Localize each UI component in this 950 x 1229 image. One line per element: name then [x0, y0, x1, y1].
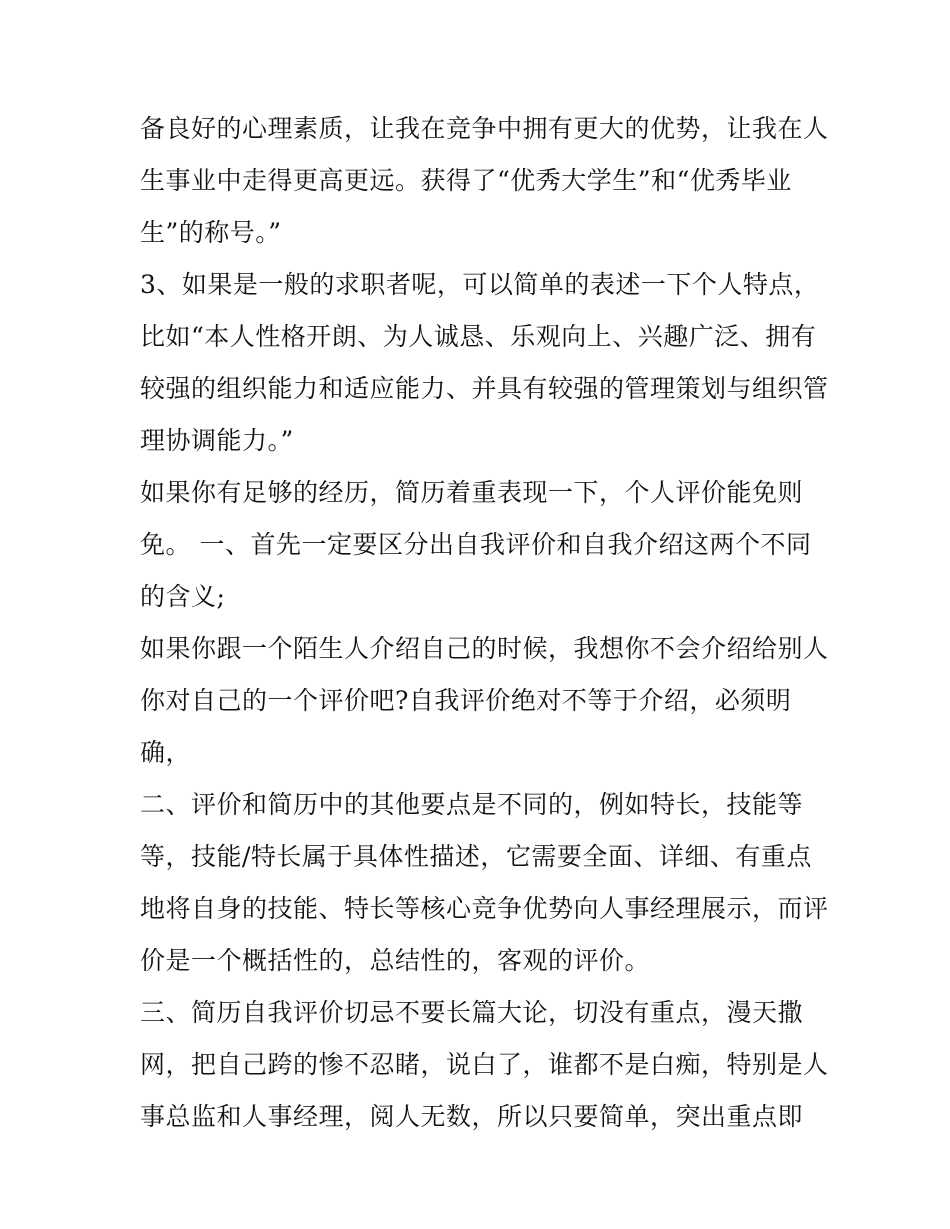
text-line: 的含义;	[140, 582, 226, 611]
text-line: 网，把自己跨的惨不忍睹，说白了，谁都不是白痴，特别是人	[140, 1050, 829, 1079]
text-line: 事总监和人事经理，阅人无数，所以只要简单，突出重点即	[140, 1102, 804, 1131]
text-line: 生事业中走得更高更远。获得了“优秀大学生”和“优秀毕业	[140, 166, 792, 195]
text-line: 确，	[140, 738, 192, 767]
text-line: 3、如果是一般的求职者呢，可以简单的表述一下个人特点，	[140, 270, 820, 299]
text-line: 免。 一、首先一定要区分出自我评价和自我介绍这两个不同	[140, 530, 812, 559]
text-line: 你对自己的一个评价吧?自我评价绝对不等于介绍，必须明	[140, 686, 792, 715]
text-line: 备良好的心理素质，让我在竞争中拥有更大的优势，让我在人	[140, 114, 829, 143]
text-line: 价是一个概括性的，总结性的，客观的评价。	[140, 946, 651, 975]
text-line: 生”的称号。”	[140, 218, 282, 247]
document-body	[140, 103, 840, 1143]
text-line: 二、评价和简历中的其他要点是不同的，例如特长，技能等	[140, 790, 804, 819]
text-line: 理协调能力。”	[140, 426, 294, 455]
text-line: 地将自身的技能、特长等核心竞争优势向人事经理展示，而评	[140, 894, 829, 923]
text-line: 三、简历自我评价切忌不要长篇大论，切没有重点，漫天撒	[140, 998, 804, 1027]
text-line: 如果你跟一个陌生人介绍自己的时候，我想你不会介绍给别人	[140, 634, 829, 663]
text-line: 等，技能/特长属于具体性描述，它需要全面、详细、有重点	[140, 842, 812, 871]
text-line: 较强的组织能力和适应能力、并具有较强的管理策划与组织管	[140, 374, 829, 403]
text-line: 如果你有足够的经历，简历着重表现一下，个人评价能免则	[140, 478, 804, 507]
text-line: 比如“本人性格开朗、为人诚恳、乐观向上、兴趣广泛、拥有	[140, 322, 817, 351]
